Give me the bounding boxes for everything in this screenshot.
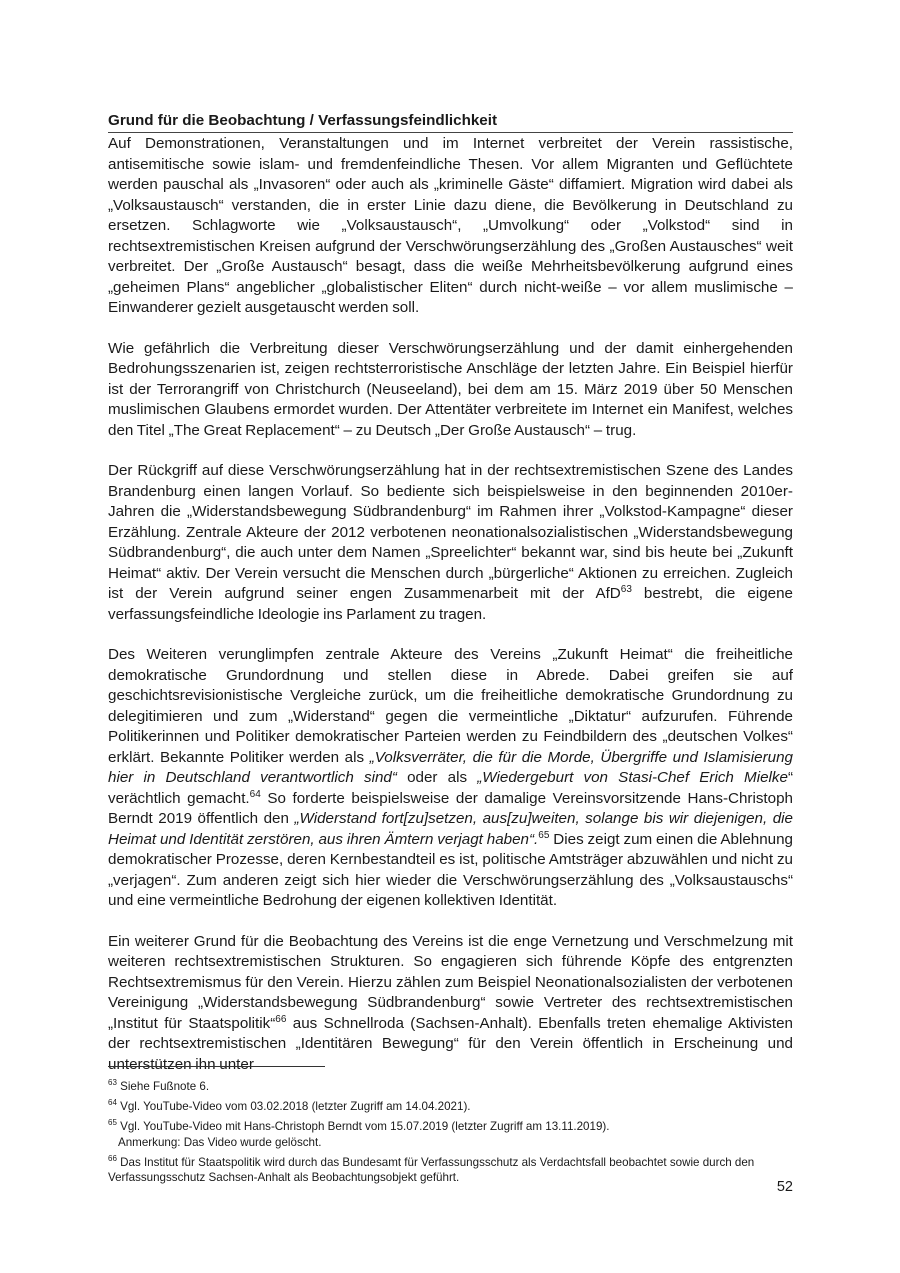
- paragraph-2: [108, 339, 793, 442]
- main-content: [108, 111, 793, 1095]
- quote-widerstand: „Widerstand fort[zu]setzen, aus[zu]weiten, solange bis wir diejenigen, die Heimat und Identität zerstören, aus ihren Ämtern verjagt haben“.: [108, 810, 793, 848]
- paragraph-4-text-e: Dies zeigt zum einen die Ablehnung demokratischer Prozesse, deren Kernbestandteil es ist, politische Amtsträger abzuwählen und nicht zu „verjagen“. Zum anderen zeigt sich hier wieder die Verschwörungserzählung des „Volksaustauschs“ und eine vermeintliche Bedrohung der eigenen kollektiven Identität.: [108, 830, 793, 909]
- footnote-ref-64[interactable]: 64: [249, 788, 261, 800]
- paragraph-4-text-d: So forderte beispielsweise der damalige Vereinsvorsitzende Hans-Christoph Berndt 2019 öffentlich den: [108, 789, 793, 827]
- footnote-ref-65[interactable]: 65: [538, 829, 550, 841]
- quote-volksverraeter: „Volksverräter, die für die Morde, Übergriffe und Islamisierung hier in Deutschland verantwortlich sind“: [108, 748, 793, 786]
- paragraph-3-text-b: bestrebt, die eigene verfassungsfeindliche Ideologie ins Parlament zu tragen.: [108, 585, 793, 623]
- footnote-text: Vgl. YouTube-Video mit Hans-Christoph Berndt vom 15.07.2019 (letzter Zugriff am 13.11.2019).: [116, 1119, 610, 1133]
- paragraph-1: [108, 134, 793, 319]
- footnote-number: 66: [108, 1153, 117, 1163]
- page-number: 52: [776, 1179, 793, 1195]
- section-heading: Grund für die Beobachtung / Verfassungsfeindlichkeit: [108, 111, 793, 133]
- paragraph-5: [108, 932, 793, 1076]
- footnote-number: 63: [108, 1078, 117, 1087]
- paragraph-4-text-b: oder als: [396, 769, 478, 786]
- paragraph-5-text-b: aus Schnellroda (Sachsen-Anhalt). Ebenfalls treten ehemalige Aktivisten der rechtsextremistischen „Identitären Bewegung“ für den Verein öffentlich in Erscheinung und unterstützen ihn unter: [108, 1014, 793, 1073]
- footnote-66: [108, 1151, 793, 1187]
- footnotes: [108, 1075, 793, 1186]
- paragraph-4-text-a: Des Weiteren verunglimpfen zentrale Akteure des Vereins „Zukunft Heimat“ die freiheitliche demokratische Grundordnung und stellen diese in Abrede. Dabei greifen sie auf geschichtsrevisionistische Vergleiche zurück, um die freiheitliche demokratische Grundordnung zu delegitimieren und zum „Widerstand“ gegen die vermeintliche „Diktatur“ aufzurufen. Führende Politikerinnen und Politiker demokratischer Parteien werden zu Feindbildern des „deutschen Volkes“ erklärt. Bekannte Politiker werden als: [108, 646, 793, 766]
- footnote-text: Vgl. YouTube-Video vom 03.02.2018 (letzter Zugriff am 14.04.2021).: [116, 1099, 471, 1113]
- paragraph-4-text-c: “ verächtlich gemacht.: [108, 769, 793, 807]
- paragraph-1-text: Auf Demonstrationen, Veranstaltungen und im Internet verbreitet der Verein rassistische, antisemitische sowie islam- und fremdenfeindliche Thesen. Vor allem Migranten und Geflüchtete werden pauschal als „Invasoren“ oder auch als „kriminelle Gäste“ diffamiert. Migration wird dabei als „Volksaustausch“ verstanden, die in erster Linie dazu diene, die Bevölkerung in Deutschland zu ersetzen. Schlagworte wie „Volksaustausch“, „Umvolkung“ oder „Volkstod“ sind in rechtsextremistischen Kreisen aufgrund der Verschwörungserzählung des „Großen Austausches“ weit verbreitet. Der „Große Austausch“ besagt, dass die weiße Mehrheitsbevölkerung aufgrund eines „geheimen Plans“ angeblicher „globalistischer Eliten“ durch nicht-weiße – vor allem muslimische – Einwanderer gezielt ausgetauscht werden soll.: [108, 135, 793, 316]
- footnote-ref-66[interactable]: 66: [275, 1013, 287, 1025]
- paragraph-3-text-a: Der Rückgriff auf diese Verschwörungserzählung hat in der rechtsextremistischen Szene des Landes Brandenburg einen langen Vorlauf. So bediente sich beispielsweise in den beginnenden 2010er-Jahren die „Widerstandsbewegung Südbrandenburg“ im Rahmen ihrer „Volkstod-Kampagne“ dieser Erzählung. Zentrale Akteure der 2012 verbotenen neonationalsozialistischen „Widerstandsbewegung Südbrandenburg“, die auch unter dem Namen „Spreelichter“ bekannt war, sind bis heute bei „Zukunft Heimat“ aktiv. Der Verein versucht die Menschen durch „bürgerliche“ Aktionen zu erreichen. Zugleich ist der Verein aufgrund seiner engen Zusammenarbeit mit der AfD: [108, 462, 793, 602]
- footnote-ref-63[interactable]: 63: [620, 583, 632, 595]
- footnote-note: Anmerkung: Das Video wurde gelöscht.: [118, 1135, 322, 1149]
- footnote-65: [108, 1115, 793, 1151]
- footnote-number: 65: [108, 1117, 117, 1127]
- footnote-text: Siehe Fußnote 6.: [116, 1079, 210, 1093]
- paragraph-2-text: Wie gefährlich die Verbreitung dieser Verschwörungserzählung und der damit einhergehenden Bedrohungsszenarien ist, zeigen rechtsterroristische Anschläge der letzten Jahre. Ein Beispiel hierfür ist der Terrorangriff von Christchurch (Neuseeland), bei dem am 15. März 2019 über 50 Menschen muslimischen Glaubens ermordet wurden. Der Attentäter verbreitete im Internet ein Manifest, welches den Titel „The Great Replacement“ – zu Deutsch „Der Große Austausch“ – trug.: [108, 339, 793, 439]
- footnote-64: [108, 1095, 793, 1115]
- paragraph-3: [108, 461, 793, 625]
- paragraph-5-text-a: Ein weiterer Grund für die Beobachtung des Vereins ist die enge Vernetzung und Verschmelzung mit weiteren rechtsextremistischen Strukturen. So engagieren sich führende Köpfe des entgrenzten Rechtsextremismus für den Verein. Hierzu zählen zum Beispiel Neonationalsozialisten der verbotenen Vereinigung „Widerstandsbewegung Südbrandenburg“ sowie Vertreter des rechtsextremistischen „Institut für Staatspolitik“: [108, 932, 793, 1032]
- footnote-63: [108, 1075, 793, 1095]
- footnote-number: 64: [108, 1097, 117, 1107]
- footnote-text: Das Institut für Staatspolitik wird durch das Bundesamt für Verfassungsschutz als Verdachtsfall beobachtet sowie durch den Verfassungsschutz Sachsen-Anhalt als Beobachtungsobjekt geführt.: [108, 1155, 755, 1185]
- footnote-divider: [108, 1066, 325, 1067]
- quote-wiedergeburt: „Wiedergeburt von Stasi-Chef Erich Mielke: [477, 769, 788, 786]
- paragraph-4: [108, 645, 793, 912]
